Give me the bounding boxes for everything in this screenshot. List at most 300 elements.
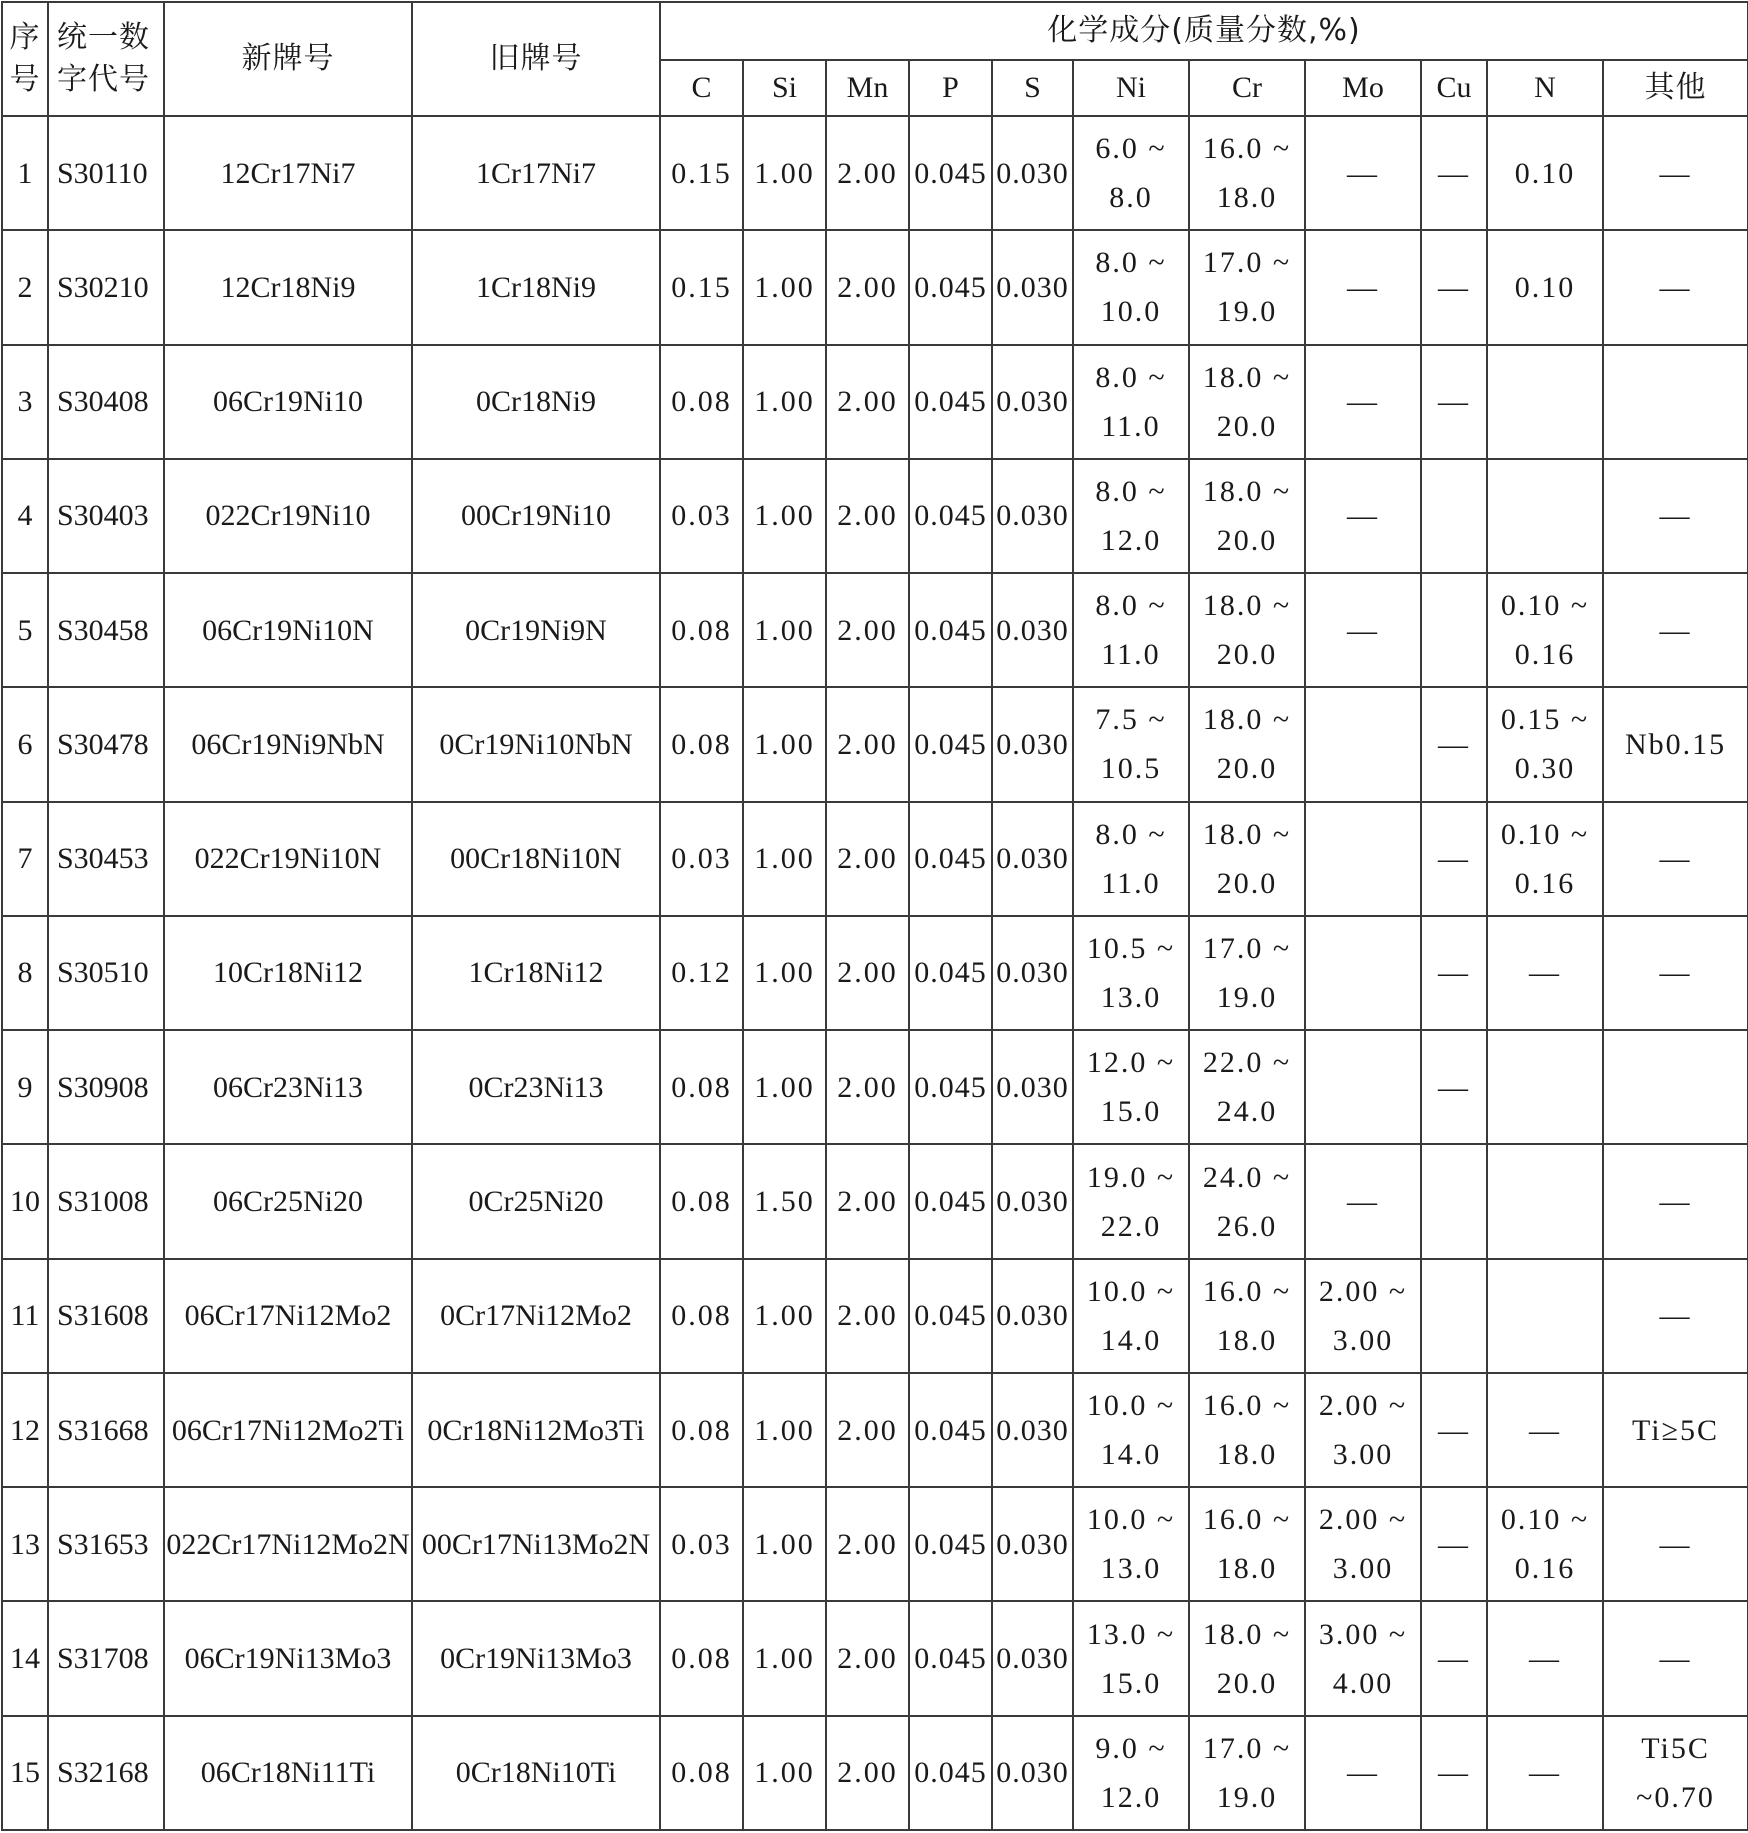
cell-mo-line: — [1347,270,1379,304]
cell-cu [1421,687,1487,801]
cell-si: 1.00 [743,802,826,916]
cell-mo [1305,1373,1421,1487]
cell-mn: 2.00 [826,1259,909,1373]
cell-si: 1.00 [743,1716,826,1830]
cell-cr-line: 18.0 [1216,181,1278,215]
cell-cr [1189,1601,1305,1715]
cell-c: 0.08 [660,687,743,801]
cell-ni-line: 6.0 ~ [1095,132,1167,166]
cell-mo-line: 2.00 ~ [1318,1274,1408,1308]
cell-s: 0.030 [992,1259,1073,1373]
cell-seq: 6 [2,687,48,801]
cell-cr-line: 18.0 [1216,1552,1278,1586]
cell-p: 0.045 [909,802,992,916]
cell-p: 0.045 [909,459,992,573]
cell-si: 1.00 [743,1030,826,1144]
cell-si: 1.00 [743,916,826,1030]
cell-other-line: Ti≥5C [1631,1413,1720,1447]
cell-mn: 2.00 [826,1716,909,1830]
cell-c: 0.15 [660,230,743,344]
cell-n [1487,116,1603,230]
cell-ni [1073,1487,1189,1601]
cell-other [1603,459,1748,573]
cell-c: 0.08 [660,1373,743,1487]
table-row [2,1030,1748,1144]
cell-old-grade: 0Cr19Ni9N [412,573,660,687]
cell-old-grade: 0Cr19Ni10NbN [412,687,660,801]
cell-code: S30403 [48,459,164,573]
cell-mn: 2.00 [826,345,909,459]
cell-c: 0.08 [660,573,743,687]
cell-old-grade: 0Cr18Ni12Mo3Ti [412,1373,660,1487]
cell-old-grade: 00Cr19Ni10 [412,459,660,573]
cell-cu [1421,1487,1487,1601]
cell-p: 0.045 [909,1144,992,1258]
cell-p: 0.045 [909,1716,992,1830]
cell-c: 0.15 [660,116,743,230]
cell-n [1487,1601,1603,1715]
table-row [2,1259,1748,1373]
cell-code: S31708 [48,1601,164,1715]
cell-n [1487,573,1603,687]
cell-ni-line: 13.0 [1100,980,1162,1014]
cell-ni-line: 11.0 [1101,638,1161,672]
cell-ni [1073,459,1189,573]
cell-mn: 2.00 [826,1030,909,1144]
cell-mo [1305,345,1421,459]
header-code: 统一数 字代号 [48,2,164,116]
header-seq: 序 号 [2,2,48,116]
header-element: Ni [1073,60,1189,116]
cell-cr-line: 20.0 [1216,638,1278,672]
cell-code: S30478 [48,687,164,801]
header-element: Mn [826,60,909,116]
cell-cu [1421,230,1487,344]
cell-seq: 14 [2,1601,48,1715]
cell-mo [1305,573,1421,687]
cell-seq: 8 [2,916,48,1030]
table-row [2,1373,1748,1487]
cell-s: 0.030 [992,802,1073,916]
cell-ni-line: 8.0 [1109,181,1153,215]
cell-c: 0.12 [660,916,743,1030]
cell-code: S30408 [48,345,164,459]
cell-s: 0.030 [992,230,1073,344]
cell-cr-line: 16.0 ~ [1202,1389,1292,1423]
table-row [2,459,1748,573]
cell-ni [1073,1259,1189,1373]
cell-si: 1.00 [743,230,826,344]
cell-c: 0.08 [660,1144,743,1258]
cell-new-grade: 022Cr19Ni10N [164,802,412,916]
cell-ni [1073,1601,1189,1715]
cell-new-grade: 12Cr18Ni9 [164,230,412,344]
cell-n [1487,802,1603,916]
cell-n [1487,1259,1603,1373]
cell-code: S31008 [48,1144,164,1258]
cell-cu-line: — [1438,1756,1470,1790]
cell-p: 0.045 [909,1373,992,1487]
cell-cr-line: 17.0 ~ [1202,1731,1292,1765]
cell-cr-line: 20.0 [1216,409,1278,443]
cell-ni [1073,1030,1189,1144]
cell-p: 0.045 [909,916,992,1030]
cell-cr-line: 16.0 ~ [1202,1274,1292,1308]
cell-code: S30458 [48,573,164,687]
cell-ni [1073,116,1189,230]
cell-n-line: 0.10 [1514,156,1576,190]
cell-code: S32168 [48,1716,164,1830]
cell-ni-line: 10.0 [1100,295,1162,329]
cell-ni [1073,802,1189,916]
cell-c: 0.03 [660,459,743,573]
cell-mn: 2.00 [826,1373,909,1487]
cell-ni-line: 12.0 [1100,523,1162,557]
header-old-grade: 旧牌号 [412,2,660,116]
cell-cu-line: — [1438,156,1470,190]
cell-ni-line: 12.0 [1100,1780,1162,1814]
cell-ni-line: 13.0 [1100,1552,1162,1586]
cell-seq: 2 [2,230,48,344]
cell-cr-line: 17.0 ~ [1202,931,1292,965]
cell-code: S30908 [48,1030,164,1144]
cell-cr-line: 18.0 [1216,1323,1278,1357]
cell-mo [1305,1487,1421,1601]
cell-n [1487,1716,1603,1830]
header-element: Mo [1305,60,1421,116]
cell-ni-line: 14.0 [1100,1323,1162,1357]
header-new-grade: 新牌号 [164,2,412,116]
header-element: Cu [1421,60,1487,116]
header-composition: 化学成分(质量分数,%) [660,2,1748,60]
cell-c: 0.03 [660,1487,743,1601]
cell-other-line: — [1659,270,1692,304]
cell-mo-line: — [1347,385,1379,419]
cell-other-line: — [1659,613,1692,647]
cell-p: 0.045 [909,687,992,801]
cell-seq: 15 [2,1716,48,1830]
cell-cr-line: 20.0 [1216,1666,1278,1700]
cell-new-grade: 10Cr18Ni12 [164,916,412,1030]
cell-s: 0.030 [992,573,1073,687]
cell-cu [1421,1716,1487,1830]
cell-ni-line: 8.0 ~ [1095,589,1167,623]
cell-other [1603,1716,1748,1830]
cell-seq: 13 [2,1487,48,1601]
cell-mo-line: 3.00 [1332,1438,1394,1472]
cell-cu-line: — [1438,727,1470,761]
cell-ni [1073,1144,1189,1258]
cell-mn: 2.00 [826,1487,909,1601]
cell-cu [1421,459,1487,573]
cell-old-grade: 1Cr18Ni9 [412,230,660,344]
cell-ni-line: 8.0 ~ [1095,246,1167,280]
cell-c: 0.08 [660,345,743,459]
cell-n-line: 0.10 ~ [1500,1503,1590,1537]
cell-cu-line: — [1438,1413,1470,1447]
cell-p: 0.045 [909,116,992,230]
cell-cr-line: 18.0 ~ [1202,703,1292,737]
cell-n [1487,916,1603,1030]
cell-cu [1421,116,1487,230]
cell-cu-line: — [1438,842,1470,876]
cell-si: 1.00 [743,1601,826,1715]
cell-seq: 10 [2,1144,48,1258]
cell-cu [1421,1259,1487,1373]
cell-n [1487,1144,1603,1258]
cell-cr [1189,459,1305,573]
cell-cu-line: — [1438,1070,1470,1104]
cell-code: S30510 [48,916,164,1030]
table-row [2,1487,1748,1601]
cell-old-grade: 0Cr19Ni13Mo3 [412,1601,660,1715]
cell-new-grade: 06Cr17Ni12Mo2Ti [164,1373,412,1487]
cell-ni-line: 11.0 [1101,866,1161,900]
cell-cu [1421,802,1487,916]
cell-cr-line: 18.0 ~ [1202,474,1292,508]
cell-cu-line: — [1438,1642,1470,1676]
cell-ni [1073,1716,1189,1830]
cell-s: 0.030 [992,345,1073,459]
cell-ni-line: 8.0 ~ [1095,817,1167,851]
cell-n [1487,1373,1603,1487]
cell-p: 0.045 [909,573,992,687]
cell-mn: 2.00 [826,116,909,230]
cell-other [1603,1144,1748,1258]
table-row [2,116,1748,230]
cell-n-line: — [1529,1642,1561,1676]
cell-cu [1421,1601,1487,1715]
cell-mo-line: 2.00 ~ [1318,1389,1408,1423]
cell-new-grade: 06Cr19Ni10 [164,345,412,459]
cell-si: 1.50 [743,1144,826,1258]
cell-mo-line: 2.00 ~ [1318,1503,1408,1537]
cell-new-grade: 06Cr19Ni13Mo3 [164,1601,412,1715]
cell-code: S31653 [48,1487,164,1601]
cell-old-grade: 0Cr17Ni12Mo2 [412,1259,660,1373]
cell-seq: 7 [2,802,48,916]
cell-other-line: — [1659,1527,1692,1561]
cell-new-grade: 06Cr18Ni11Ti [164,1716,412,1830]
cell-cu-line: — [1438,270,1470,304]
cell-c: 0.08 [660,1716,743,1830]
cell-mo-line: — [1347,613,1379,647]
cell-cr [1189,802,1305,916]
cell-ni-line: 10.5 ~ [1086,931,1176,965]
cell-s: 0.030 [992,116,1073,230]
cell-other-line: Ti5C [1641,1731,1710,1765]
cell-mn: 2.00 [826,1601,909,1715]
cell-p: 0.045 [909,345,992,459]
cell-cu [1421,916,1487,1030]
cell-ni-line: 19.0 ~ [1086,1160,1176,1194]
cell-mo [1305,1144,1421,1258]
cell-s: 0.030 [992,1144,1073,1258]
cell-cr [1189,1259,1305,1373]
cell-cu-line: — [1438,385,1470,419]
cell-cr [1189,573,1305,687]
cell-new-grade: 06Cr19Ni9NbN [164,687,412,801]
cell-n-line: 0.15 ~ [1500,703,1590,737]
cell-cr-line: 16.0 ~ [1202,132,1292,166]
cell-mo-line: 3.00 [1332,1323,1394,1357]
cell-other-line: — [1659,842,1692,876]
table-row [2,230,1748,344]
cell-mn: 2.00 [826,687,909,801]
cell-ni [1073,687,1189,801]
cell-cr [1189,1144,1305,1258]
cell-old-grade: 00Cr18Ni10N [412,802,660,916]
cell-s: 0.030 [992,1716,1073,1830]
cell-other [1603,116,1748,230]
cell-mo-line: 4.00 [1332,1666,1394,1700]
cell-n [1487,687,1603,801]
cell-other [1603,1373,1748,1487]
table-row [2,916,1748,1030]
cell-mn: 2.00 [826,459,909,573]
cell-si: 1.00 [743,116,826,230]
cell-mo [1305,916,1421,1030]
cell-other [1603,1030,1748,1144]
cell-old-grade: 0Cr23Ni13 [412,1030,660,1144]
cell-code: S30453 [48,802,164,916]
cell-mn: 2.00 [826,573,909,687]
table-row [2,1716,1748,1830]
cell-other [1603,1601,1748,1715]
composition-table [1,1,1748,1831]
cell-ni-line: 15.0 [1100,1666,1162,1700]
cell-cu [1421,1030,1487,1144]
cell-ni [1073,230,1189,344]
cell-ni-line: 10.5 [1100,752,1162,786]
cell-n-line: 0.30 [1514,752,1576,786]
cell-cr [1189,687,1305,801]
cell-n-line: — [1529,1756,1561,1790]
cell-cr-line: 18.0 ~ [1202,817,1292,851]
cell-s: 0.030 [992,1030,1073,1144]
cell-other [1603,230,1748,344]
cell-old-grade: 0Cr18Ni10Ti [412,1716,660,1830]
cell-mo [1305,1716,1421,1830]
header-element: S [992,60,1073,116]
cell-code: S30210 [48,230,164,344]
cell-mo [1305,1601,1421,1715]
table-body [2,116,1748,1830]
cell-seq: 9 [2,1030,48,1144]
cell-mn: 2.00 [826,230,909,344]
cell-mo [1305,459,1421,573]
cell-p: 0.045 [909,1487,992,1601]
cell-ni-line: 10.0 ~ [1086,1389,1176,1423]
cell-s: 0.030 [992,1373,1073,1487]
cell-cu [1421,573,1487,687]
cell-n-line: 0.10 ~ [1500,589,1590,623]
cell-cr-line: 19.0 [1216,295,1278,329]
cell-ni-line: 12.0 ~ [1086,1046,1176,1080]
cell-cr-line: 24.0 [1216,1095,1278,1129]
cell-mo-line: — [1347,499,1379,533]
cell-cu-line: — [1438,956,1470,990]
header-element: P [909,60,992,116]
cell-n-line: 0.16 [1514,1552,1576,1586]
cell-other-line: ~0.70 [1636,1780,1715,1814]
cell-old-grade: 1Cr18Ni12 [412,916,660,1030]
cell-n [1487,1030,1603,1144]
cell-seq: 3 [2,345,48,459]
cell-ni [1073,573,1189,687]
cell-cu [1421,345,1487,459]
cell-si: 1.00 [743,459,826,573]
cell-c: 0.03 [660,802,743,916]
cell-s: 0.030 [992,687,1073,801]
cell-cr-line: 20.0 [1216,866,1278,900]
cell-n [1487,1487,1603,1601]
cell-mn: 2.00 [826,1144,909,1258]
cell-si: 1.00 [743,573,826,687]
cell-seq: 1 [2,116,48,230]
cell-ni-line: 8.0 ~ [1095,474,1167,508]
cell-cr [1189,1030,1305,1144]
cell-cr-line: 18.0 ~ [1202,360,1292,394]
cell-new-grade: 022Cr17Ni12Mo2N [164,1487,412,1601]
cell-mo [1305,802,1421,916]
cell-new-grade: 06Cr17Ni12Mo2 [164,1259,412,1373]
cell-ni [1073,345,1189,459]
cell-si: 1.00 [743,687,826,801]
cell-mo [1305,687,1421,801]
cell-n [1487,230,1603,344]
cell-n-line: — [1529,1413,1561,1447]
cell-mo [1305,116,1421,230]
table-row [2,573,1748,687]
cell-cu [1421,1144,1487,1258]
header-element: Cr [1189,60,1305,116]
cell-cr-line: 26.0 [1216,1209,1278,1243]
cell-cr [1189,230,1305,344]
cell-other-line: — [1659,1299,1692,1333]
cell-n-line: 0.16 [1514,866,1576,900]
cell-cr-line: 24.0 ~ [1202,1160,1292,1194]
cell-mo [1305,1030,1421,1144]
cell-mo [1305,230,1421,344]
cell-other [1603,345,1748,459]
cell-si: 1.00 [743,1259,826,1373]
cell-cr-line: 19.0 [1216,980,1278,1014]
cell-new-grade: 12Cr17Ni7 [164,116,412,230]
cell-old-grade: 0Cr18Ni9 [412,345,660,459]
cell-new-grade: 06Cr19Ni10N [164,573,412,687]
cell-cr [1189,1716,1305,1830]
cell-cu-line: — [1438,1527,1470,1561]
cell-s: 0.030 [992,459,1073,573]
cell-n [1487,345,1603,459]
cell-cr-line: 22.0 ~ [1202,1046,1292,1080]
cell-cr-line: 20.0 [1216,752,1278,786]
cell-other-line: — [1659,499,1692,533]
cell-ni-line: 11.0 [1101,409,1161,443]
cell-ni-line: 7.5 ~ [1095,703,1167,737]
cell-new-grade: 022Cr19Ni10 [164,459,412,573]
cell-ni-line: 8.0 ~ [1095,360,1167,394]
cell-p: 0.045 [909,1259,992,1373]
cell-ni-line: 14.0 [1100,1438,1162,1472]
cell-cr-line: 16.0 ~ [1202,1503,1292,1537]
table-row [2,687,1748,801]
cell-n-line: 0.16 [1514,638,1576,672]
cell-other [1603,687,1748,801]
table-row [2,1144,1748,1258]
cell-mo-line: 3.00 ~ [1318,1617,1408,1651]
